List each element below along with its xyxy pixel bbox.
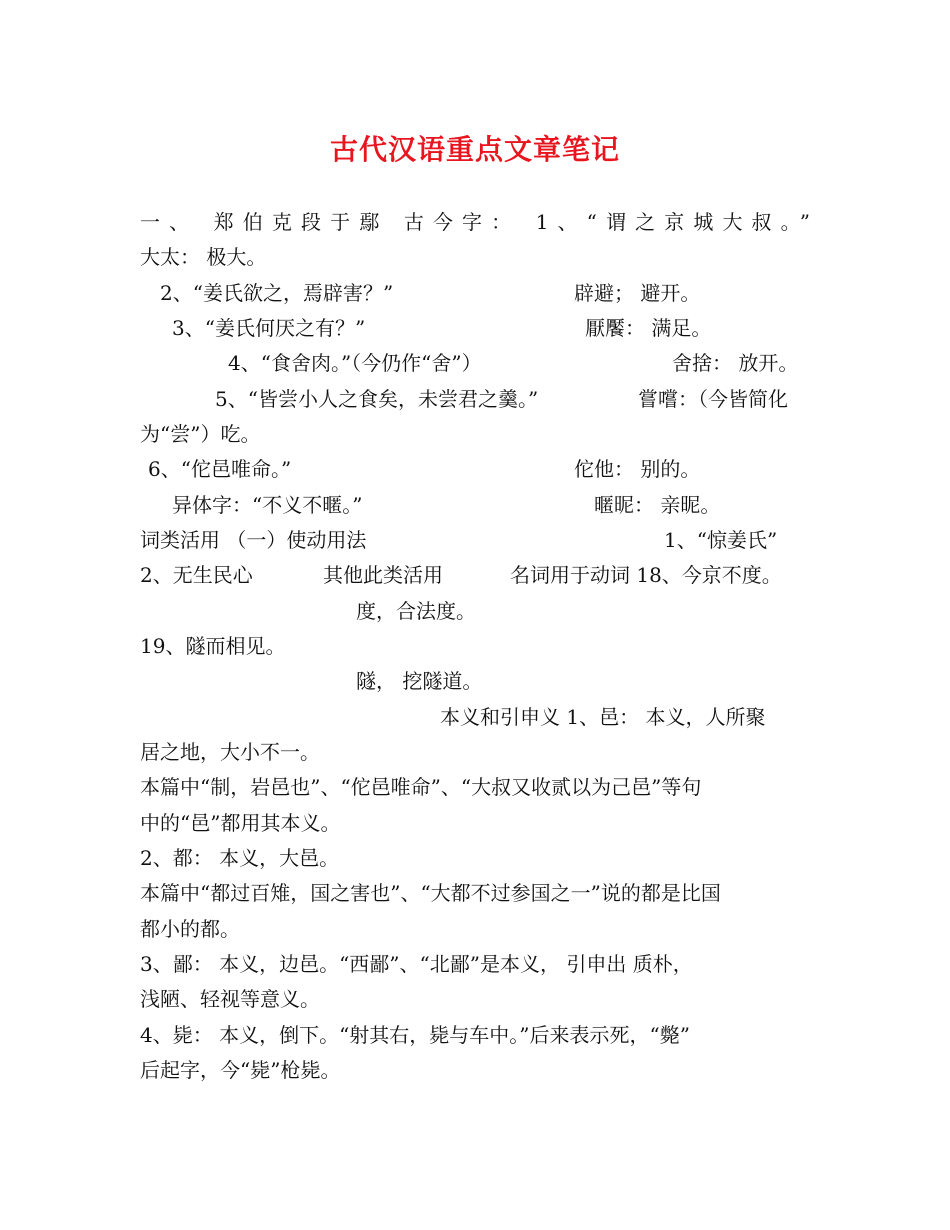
text-line: 大太： 极大。 bbox=[140, 245, 267, 269]
text-line: 异体字：“不义不暱。” bbox=[172, 493, 363, 517]
text-line: 3、“姜氏何厌之有？” bbox=[172, 316, 366, 340]
text-line: 为“尝”）吃。 bbox=[140, 422, 261, 446]
text-line: 词类活用 （一）使动用法 bbox=[140, 528, 367, 552]
text-line: 2、“姜氏欲之，焉辟害？” bbox=[160, 281, 394, 305]
document-title: 古代汉语重点文章笔记 bbox=[329, 133, 620, 166]
text-line: 5、“皆尝小人之食矣，未尝君之羹。” bbox=[215, 387, 539, 411]
text-line: 嘗嚐：（今皆简化 bbox=[638, 387, 788, 411]
text-line: 浅陋、轻视等意义。 bbox=[140, 987, 320, 1011]
text-line: 4、毙： 本义，倒下。“射其右，毙与车中。”后来表示死，“斃” bbox=[140, 1023, 690, 1047]
text-line: 都小的都。 bbox=[140, 917, 240, 941]
text-line: 佗他： 别的。 bbox=[574, 457, 701, 481]
text-line: 本篇中“都过百雉，国之害也”、“大都不过参国之一”说的都是比国 bbox=[140, 881, 721, 905]
text-line: 度，合法度。 bbox=[356, 599, 476, 623]
text-line: 名词用于动词 18、今京不度。 bbox=[510, 563, 782, 587]
text-line: 本篇中“制，岩邑也”、“佗邑唯命”、“大叔又收贰以为己邑”等句 bbox=[140, 775, 702, 799]
text-line: 后起字，今“毙”枪毙。 bbox=[140, 1058, 341, 1082]
text-line: 1、“惊姜氏” bbox=[664, 528, 778, 552]
text-line: 3、鄙： 本义，边邑。“西鄙”、“北鄙”是本义， 引申出 质朴， bbox=[140, 952, 693, 976]
text-line: 辟避； 避开。 bbox=[574, 281, 701, 305]
text-line: 2、都： 本义，大邑。 bbox=[140, 846, 340, 870]
text-line: 本义和引申义 1、邑： 本义，人所聚 bbox=[440, 705, 766, 729]
text-line: 6、“佗邑唯命。” bbox=[148, 457, 292, 481]
text-line: 暱昵： 亲昵。 bbox=[594, 493, 721, 517]
text-line: 4、“食舍肉。”（今仍作“舍”） bbox=[228, 351, 482, 375]
text-line: 隧， 挖隧道。 bbox=[356, 669, 483, 693]
text-line: 其他此类活用 bbox=[323, 563, 443, 587]
text-line: 中的“邑”都用其本义。 bbox=[140, 811, 341, 835]
text-line: 居之地，大小不一。 bbox=[140, 740, 320, 764]
text-line: 2、无生民心 bbox=[140, 563, 253, 587]
text-line: 舍捨： 放开。 bbox=[672, 351, 799, 375]
text-line: 19、隧而相见。 bbox=[140, 634, 286, 658]
text-line: 一、 郑伯克段于鄢 古今字： 1、“谓之京城大叔。” bbox=[140, 210, 810, 234]
text-line: 厭饜： 满足。 bbox=[585, 316, 712, 340]
